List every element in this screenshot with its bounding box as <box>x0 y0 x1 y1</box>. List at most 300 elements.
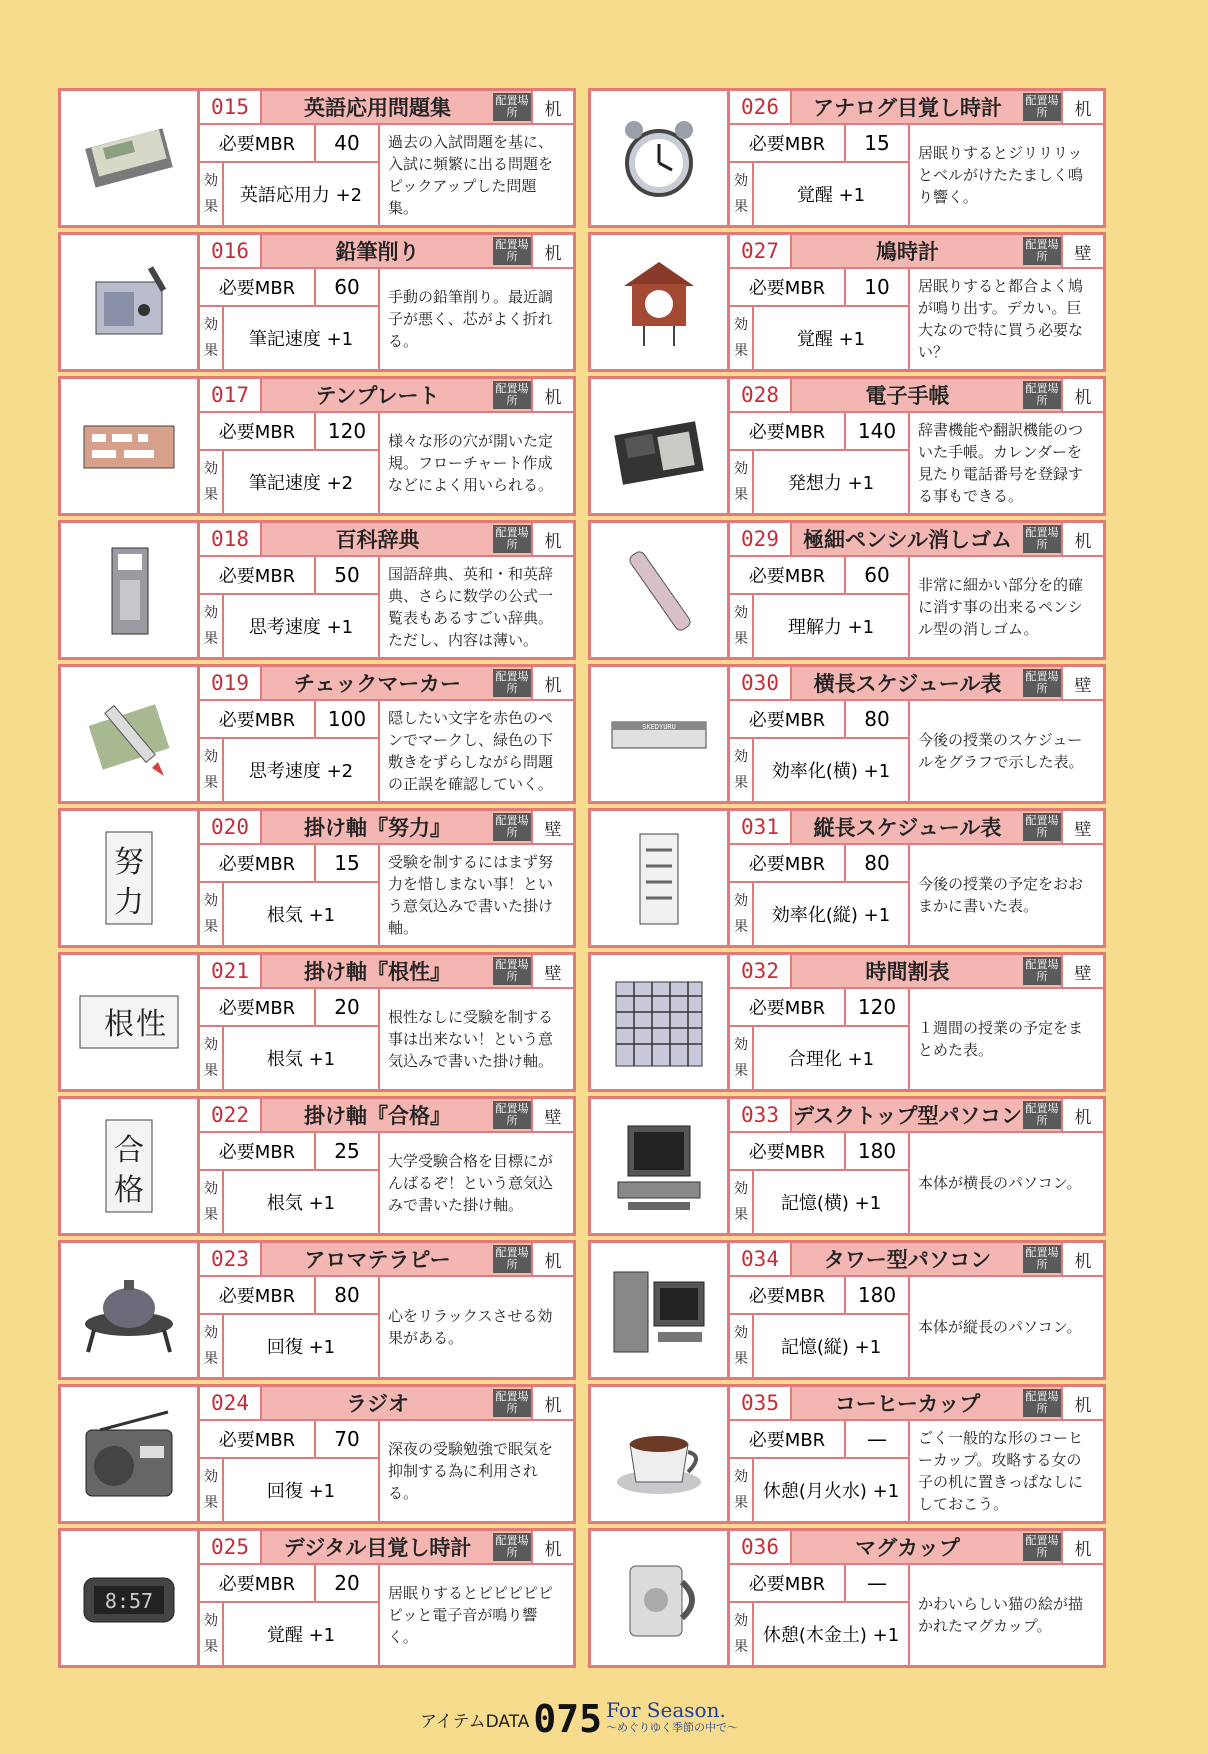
item-info <box>730 1243 1103 1377</box>
effect-value: 根気 +1 <box>266 905 336 926</box>
mbr-value: — <box>867 1571 887 1595</box>
footer-label: アイテムDATA <box>420 1711 530 1732</box>
item-image <box>61 1531 200 1665</box>
mbr-row <box>200 413 378 451</box>
item-description: 非常に細かい部分を的確に消す事の出来るペンシル型の消しゴム。 <box>918 576 1084 638</box>
item-header <box>200 811 573 845</box>
mbr-row <box>200 701 378 739</box>
item-name: マグカップ <box>855 1536 960 1560</box>
item-place: 壁 <box>1061 955 1103 987</box>
mbr-label: 必要MBR <box>200 1133 316 1169</box>
effect-value: 効率化(横) +1 <box>771 761 891 782</box>
item-info <box>200 1387 573 1521</box>
item-image <box>61 91 200 225</box>
item-image <box>591 91 730 225</box>
item-info <box>730 1531 1103 1665</box>
item-description: 居眠りするとジリリリッとベルがけたたましく鳴り響く。 <box>918 144 1084 206</box>
effect-label: 効 果 <box>200 1459 224 1521</box>
item-place: 机 <box>531 379 573 411</box>
item-body <box>200 989 573 1089</box>
item-place: 机 <box>531 667 573 699</box>
item-info <box>730 955 1103 1089</box>
item-name: 掛け軸『努力』 <box>304 816 451 840</box>
effect-row <box>200 1315 378 1377</box>
mbr-value: 20 <box>334 995 360 1019</box>
item-place: 机 <box>1061 1531 1103 1563</box>
effect-value: 思考速度 +2 <box>248 761 354 782</box>
scroll-konjou-icon <box>74 972 184 1072</box>
mbr-label: 必要MBR <box>200 125 316 161</box>
effect-label: 効 果 <box>730 1459 754 1521</box>
item-image <box>591 379 730 513</box>
item-place: 壁 <box>531 955 573 987</box>
item-info <box>200 667 573 801</box>
item-image <box>591 523 730 657</box>
effect-row <box>730 739 908 801</box>
mbr-label: 必要MBR <box>200 845 316 881</box>
mbr-row <box>200 557 378 595</box>
item-card <box>588 952 1106 1092</box>
electronic-organizer-icon <box>604 396 714 496</box>
scroll-goukaku-icon <box>74 1116 184 1216</box>
check-marker-icon <box>74 684 184 784</box>
mbr-row <box>730 557 908 595</box>
item-description: 辞書機能や翻訳機能のついた手帳。カレンダーを見たり電話番号を登録する事もできる。 <box>918 421 1084 505</box>
item-header <box>730 811 1103 845</box>
item-stats <box>730 845 910 945</box>
item-header <box>730 1243 1103 1277</box>
item-description: 過去の入試問題を基に、入試に頻繁に出る問題をピックアップした問題集。 <box>388 133 554 217</box>
mbr-label: 必要MBR <box>730 701 846 737</box>
item-number: 026 <box>730 91 792 123</box>
item-image <box>61 811 200 945</box>
item-image <box>591 1243 730 1377</box>
item-body <box>200 1421 573 1521</box>
svg-text:性: 性 <box>136 1007 166 1042</box>
place-label: 配置場所 <box>493 93 531 121</box>
alarm-clock-icon <box>604 108 714 208</box>
item-info <box>200 811 573 945</box>
item-card <box>588 376 1106 516</box>
item-stats <box>200 989 380 1089</box>
item-stats <box>730 1565 910 1665</box>
item-card <box>588 1384 1106 1524</box>
item-place: 机 <box>531 91 573 123</box>
svg-text:根: 根 <box>104 1007 134 1042</box>
item-body <box>200 413 573 513</box>
mbr-value: 25 <box>334 1139 360 1163</box>
place-label: 配置場所 <box>1023 525 1061 553</box>
item-description: 居眠りすると都合よく鳩が鳴り出す。デカい。巨大なので特に買う必要ない？ <box>918 277 1084 361</box>
item-stats <box>730 989 910 1089</box>
item-place: 机 <box>1061 379 1103 411</box>
item-description: 深夜の受験勉強で眠気を抑制する為に利用される。 <box>388 1440 554 1502</box>
mbr-value: 15 <box>334 851 360 875</box>
item-card <box>58 1528 576 1668</box>
item-stats <box>730 557 910 657</box>
effect-row <box>200 163 378 225</box>
item-card <box>588 232 1106 372</box>
mbr-value: 50 <box>334 563 360 587</box>
item-description: 隠したい文字を赤色のペンでマークし、緑色の下敷きをずらしながら問題の正誤を確認していく。 <box>388 709 554 793</box>
item-number: 027 <box>730 235 792 267</box>
item-name: タワー型パソコン <box>823 1248 992 1272</box>
item-header <box>730 379 1103 413</box>
item-body <box>730 125 1103 225</box>
effect-value: 回復 +1 <box>266 1481 336 1502</box>
item-place: 机 <box>1061 1099 1103 1131</box>
place-label: 配置場所 <box>1023 381 1061 409</box>
item-header <box>730 1531 1103 1565</box>
item-name: デジタル目覚し時計 <box>283 1536 472 1560</box>
item-number: 029 <box>730 523 792 555</box>
item-header <box>730 1387 1103 1421</box>
item-name: デスクトップ型パソコン <box>792 1104 1023 1128</box>
item-card <box>58 952 576 1092</box>
item-card <box>58 88 576 228</box>
effect-row <box>200 1027 378 1089</box>
mbr-row <box>200 845 378 883</box>
item-card <box>58 808 576 948</box>
mbr-value: 60 <box>334 275 360 299</box>
item-place: 机 <box>1061 523 1103 555</box>
item-header <box>200 955 573 989</box>
mbr-row <box>200 269 378 307</box>
item-image <box>591 1531 730 1665</box>
item-info <box>730 91 1103 225</box>
place-label: 配置場所 <box>493 1533 531 1561</box>
mbr-value: 120 <box>327 419 367 443</box>
item-image <box>591 955 730 1089</box>
effect-row <box>730 1315 908 1377</box>
item-stats <box>730 413 910 513</box>
desktop-pc-icon <box>604 1116 714 1216</box>
mbr-value: 120 <box>857 995 897 1019</box>
item-info <box>200 91 573 225</box>
item-card <box>58 1240 576 1380</box>
item-number: 022 <box>200 1099 262 1131</box>
place-label: 配置場所 <box>1023 669 1061 697</box>
mbr-label: 必要MBR <box>730 989 846 1025</box>
mbr-value: 20 <box>334 1571 360 1595</box>
item-description: 本体が横長のパソコン。 <box>918 1174 1082 1192</box>
item-card <box>588 520 1106 660</box>
mbr-row <box>200 1565 378 1603</box>
place-label: 配置場所 <box>493 1245 531 1273</box>
effect-value: 記憶(縦) +1 <box>780 1337 882 1358</box>
effect-value: 覚醒 +1 <box>796 329 866 350</box>
place-label: 配置場所 <box>493 1389 531 1417</box>
effect-label: 効 果 <box>730 1171 754 1233</box>
mug-cup-icon <box>604 1548 714 1648</box>
item-image <box>61 955 200 1089</box>
item-place: 机 <box>1061 1387 1103 1419</box>
effect-row <box>730 307 908 369</box>
item-stats <box>730 125 910 225</box>
item-stats <box>200 845 380 945</box>
item-stats <box>200 413 380 513</box>
effect-row <box>200 595 378 657</box>
item-stats <box>730 269 910 369</box>
mbr-label: 必要MBR <box>200 413 316 449</box>
item-header <box>200 235 573 269</box>
item-info <box>730 1387 1103 1521</box>
pencil-eraser-icon <box>604 540 714 640</box>
template-ruler-icon <box>74 396 184 496</box>
effect-value: 回復 +1 <box>266 1337 336 1358</box>
item-header <box>730 667 1103 701</box>
item-description: 居眠りするとピピピピピピッと電子音が鳴り響く。 <box>388 1584 554 1646</box>
mbr-label: 必要MBR <box>730 1277 846 1313</box>
effect-row <box>730 1603 908 1665</box>
item-card <box>58 232 576 372</box>
svg-text:8:57: 8:57 <box>104 1589 154 1613</box>
effect-row <box>200 883 378 945</box>
mbr-value: 15 <box>864 131 890 155</box>
item-image <box>61 667 200 801</box>
item-body <box>200 1133 573 1233</box>
effect-label: 効 果 <box>200 451 224 513</box>
item-info <box>200 379 573 513</box>
item-info <box>730 811 1103 945</box>
item-body <box>200 125 573 225</box>
item-body <box>200 1565 573 1665</box>
item-stats <box>200 1277 380 1377</box>
item-place: 机 <box>531 1531 573 1563</box>
svg-text:SKEDYURU: SKEDYURU <box>642 723 676 731</box>
item-name: 横長スケジュール表 <box>813 672 1002 696</box>
item-header <box>730 1099 1103 1133</box>
mbr-value: 40 <box>334 131 360 155</box>
effect-value: 思考速度 +1 <box>248 617 354 638</box>
place-label: 配置場所 <box>493 525 531 553</box>
item-info <box>200 1099 573 1233</box>
item-image <box>61 379 200 513</box>
item-description: 受験を制するにはまず努力を惜しまない事！という意気込みで書いた掛け軸。 <box>388 853 554 937</box>
svg-text:力: 力 <box>114 885 144 920</box>
place-label: 配置場所 <box>1023 93 1061 121</box>
place-label: 配置場所 <box>1023 957 1061 985</box>
item-header <box>730 955 1103 989</box>
effect-value: 休憩(月火水) +1 <box>762 1481 900 1502</box>
item-place: 机 <box>531 235 573 267</box>
item-body <box>730 413 1103 513</box>
mbr-label: 必要MBR <box>200 1421 316 1457</box>
item-name: 鳩時計 <box>876 240 939 264</box>
item-description: 大学受験合格を目標にがんばるぞ！という意気込みで書いた掛け軸。 <box>388 1152 554 1214</box>
item-number: 025 <box>200 1531 262 1563</box>
item-name: 時間割表 <box>865 960 950 984</box>
mbr-label: 必要MBR <box>200 989 316 1025</box>
item-header <box>200 1531 573 1565</box>
item-image <box>61 235 200 369</box>
item-header <box>200 1099 573 1133</box>
timetable-icon <box>604 972 714 1072</box>
effect-value: 休憩(木金土) +1 <box>762 1625 900 1646</box>
item-description: 根性なしに受験を制する事は出来ない！という意気込みで書いた掛け軸。 <box>388 1008 554 1070</box>
mbr-label: 必要MBR <box>730 1421 846 1457</box>
item-number: 015 <box>200 91 262 123</box>
item-body <box>730 845 1103 945</box>
item-image <box>591 1099 730 1233</box>
mbr-label: 必要MBR <box>730 413 846 449</box>
item-image <box>591 1387 730 1521</box>
item-body <box>200 845 573 945</box>
effect-row <box>730 163 908 225</box>
mbr-label: 必要MBR <box>730 557 846 593</box>
place-label: 配置場所 <box>493 957 531 985</box>
effect-row <box>730 1171 908 1233</box>
mbr-row <box>200 989 378 1027</box>
item-name: チェックマーカー <box>294 672 461 696</box>
effect-value: 合理化 +1 <box>787 1049 875 1070</box>
mbr-label: 必要MBR <box>200 269 316 305</box>
item-image <box>591 811 730 945</box>
tower-pc-icon <box>604 1260 714 1360</box>
mbr-row <box>730 269 908 307</box>
item-place: 壁 <box>1061 811 1103 843</box>
item-body <box>730 557 1103 657</box>
effect-value: 理解力 +1 <box>787 617 875 638</box>
mbr-value: 80 <box>864 851 890 875</box>
item-place: 机 <box>531 523 573 555</box>
item-stats <box>200 1421 380 1521</box>
mbr-row <box>730 1565 908 1603</box>
item-header <box>730 523 1103 557</box>
item-description: １週間の授業の予定をまとめた表。 <box>918 1019 1084 1059</box>
mbr-value: 70 <box>334 1427 360 1451</box>
item-image <box>591 667 730 801</box>
coffee-cup-icon <box>604 1404 714 1504</box>
mbr-label: 必要MBR <box>730 269 846 305</box>
item-card <box>58 520 576 660</box>
item-body <box>730 701 1103 801</box>
mbr-row <box>200 1133 378 1171</box>
effect-value: 根気 +1 <box>266 1193 336 1214</box>
place-label: 配置場所 <box>1023 1533 1061 1561</box>
place-label: 配置場所 <box>1023 1245 1061 1273</box>
item-name: 縦長スケジュール表 <box>813 816 1002 840</box>
item-header <box>730 235 1103 269</box>
dictionary-icon <box>74 540 184 640</box>
effect-label: 効 果 <box>730 307 754 369</box>
effect-value: 根気 +1 <box>266 1049 336 1070</box>
item-card <box>588 664 1106 804</box>
item-number: 036 <box>730 1531 792 1563</box>
mbr-row <box>200 1421 378 1459</box>
item-number: 034 <box>730 1243 792 1275</box>
mbr-value: — <box>867 1427 887 1451</box>
effect-row <box>200 1171 378 1233</box>
mbr-row <box>730 125 908 163</box>
place-label: 配置場所 <box>493 237 531 265</box>
item-place: 机 <box>1061 91 1103 123</box>
effect-label: 効 果 <box>200 163 224 225</box>
effect-value: 覚醒 +1 <box>266 1625 336 1646</box>
item-stats <box>730 701 910 801</box>
mbr-value: 180 <box>857 1139 897 1163</box>
place-label: 配置場所 <box>493 669 531 697</box>
mbr-row <box>730 1277 908 1315</box>
item-number: 031 <box>730 811 792 843</box>
item-card <box>588 808 1106 948</box>
item-place: 壁 <box>531 1099 573 1131</box>
item-stats <box>200 557 380 657</box>
item-number: 023 <box>200 1243 262 1275</box>
item-place: 机 <box>531 1387 573 1419</box>
effect-label: 効 果 <box>730 163 754 225</box>
effect-row <box>200 1459 378 1521</box>
effect-label: 効 果 <box>730 1027 754 1089</box>
effect-label: 効 果 <box>200 1171 224 1233</box>
place-label: 配置場所 <box>1023 1101 1061 1129</box>
item-column-left <box>58 88 576 1672</box>
item-stats <box>730 1421 910 1521</box>
item-number: 020 <box>200 811 262 843</box>
effect-label: 効 果 <box>200 1603 224 1665</box>
place-label: 配置場所 <box>493 381 531 409</box>
item-image <box>61 1387 200 1521</box>
place-label: 配置場所 <box>493 813 531 841</box>
item-body <box>730 1277 1103 1377</box>
item-header <box>200 1387 573 1421</box>
item-info <box>730 667 1103 801</box>
item-image <box>591 235 730 369</box>
effect-value: 効率化(縦) +1 <box>771 905 891 926</box>
effect-value: 発想力 +1 <box>787 473 875 494</box>
item-name: アロマテラピー <box>304 1248 451 1272</box>
item-name: 英語応用問題集 <box>304 96 451 120</box>
radio-icon <box>74 1404 184 1504</box>
effect-label: 効 果 <box>730 595 754 657</box>
effect-value: 英語応用力 +2 <box>239 185 363 206</box>
item-number: 019 <box>200 667 262 699</box>
place-label: 配置場所 <box>1023 813 1061 841</box>
item-name: 極細ペンシル消しゴム <box>803 528 1012 552</box>
item-image <box>61 1099 200 1233</box>
page-footer <box>420 1694 738 1744</box>
item-card <box>588 1528 1106 1668</box>
item-stats <box>730 1277 910 1377</box>
item-stats <box>200 1565 380 1665</box>
effect-label: 効 果 <box>730 883 754 945</box>
effect-label: 効 果 <box>730 1315 754 1377</box>
svg-text:格: 格 <box>114 1173 144 1208</box>
item-name: コーヒーカップ <box>834 1392 981 1416</box>
footer-title-block <box>606 1698 739 1737</box>
mbr-row <box>730 701 908 739</box>
item-name: 掛け軸『合格』 <box>304 1104 451 1128</box>
item-info <box>200 523 573 657</box>
item-name: テンプレート <box>315 384 440 408</box>
item-number: 032 <box>730 955 792 987</box>
item-card <box>588 1240 1106 1380</box>
item-place: 机 <box>531 1243 573 1275</box>
item-header <box>200 91 573 125</box>
mbr-row <box>730 413 908 451</box>
effect-row <box>730 883 908 945</box>
item-description: 本体が縦長のパソコン。 <box>918 1318 1082 1336</box>
item-number: 018 <box>200 523 262 555</box>
item-number: 016 <box>200 235 262 267</box>
effect-label: 効 果 <box>200 739 224 801</box>
effect-label: 効 果 <box>730 739 754 801</box>
page-number: 075 <box>533 1697 603 1741</box>
mbr-row <box>730 1133 908 1171</box>
mbr-label: 必要MBR <box>730 1133 846 1169</box>
mbr-label: 必要MBR <box>200 701 316 737</box>
effect-value: 覚醒 +1 <box>796 185 866 206</box>
